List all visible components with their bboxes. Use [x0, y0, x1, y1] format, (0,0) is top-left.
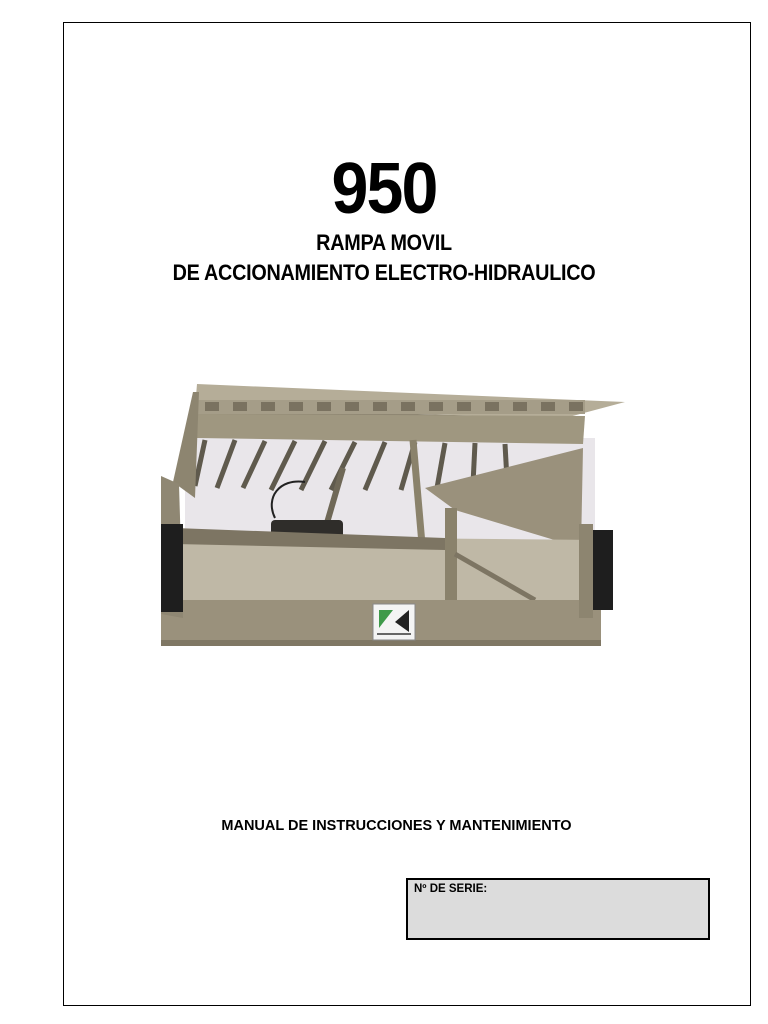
title-line-1: RAMPA MOVIL: [316, 230, 452, 255]
dock-leveler-photo: [155, 378, 630, 650]
serial-number-box[interactable]: [406, 878, 710, 940]
manual-subtitle: MANUAL DE INSTRUCCIONES Y MANTENIMIENTO: [221, 818, 572, 834]
title-line-2: DE ACCIONAMIENTO ELECTRO-HIDRAULICO: [172, 260, 596, 285]
serial-number-label: Nº DE SERIE:: [414, 883, 488, 895]
model-number: 950: [331, 149, 437, 229]
